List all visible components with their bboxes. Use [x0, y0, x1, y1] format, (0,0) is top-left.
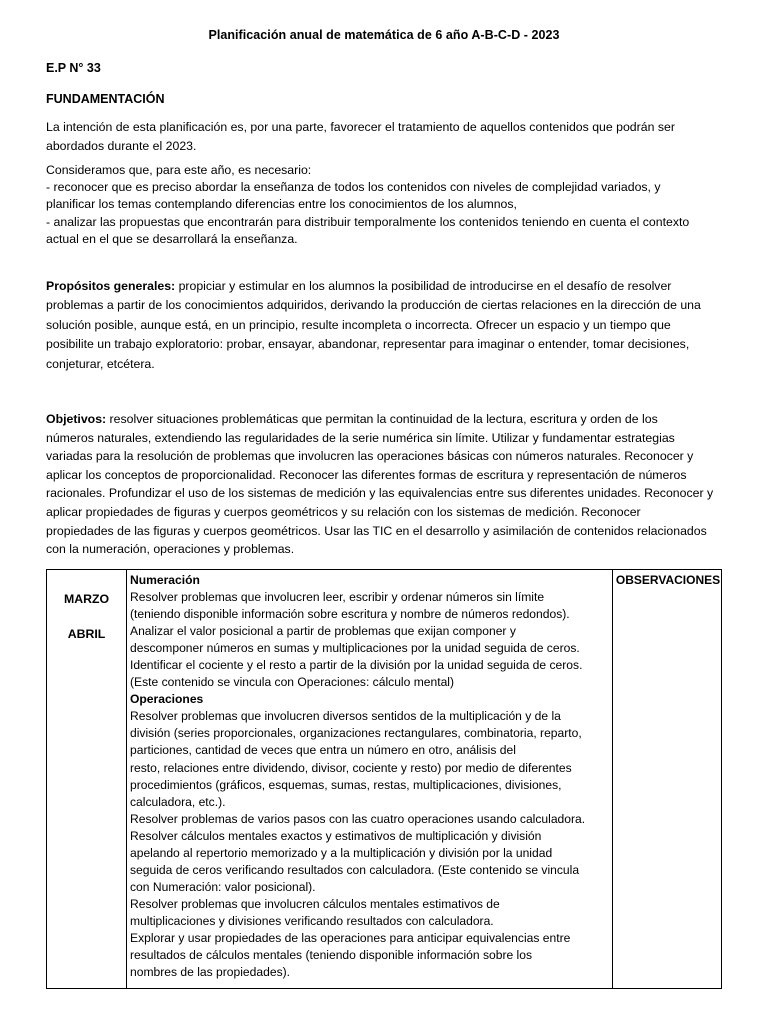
content-line: descomponer números en sumas y multiplicaciones por la unidad seguida de ceros. — [130, 641, 580, 656]
objectives-paragraph — [46, 410, 726, 559]
paragraph-line: aplicar los conceptos de proporcionalidad. Reconocer las diferentes formas de escritura y representación de números — [46, 467, 687, 482]
paragraph-line: planificar los temas contemplando diferencias entre los conocimientos de los alumnos, — [46, 197, 517, 212]
purposes-label: Propósitos generales: — [46, 279, 176, 293]
document-title: Planificación anual de matemática de 6 año A-B-C-D - 2023 — [208, 28, 560, 42]
content-cell — [130, 572, 610, 981]
paragraph-line: conjeturar, etcétera. — [46, 356, 155, 371]
month-label: MARZO — [63, 592, 110, 606]
paragraph-line: problemas a partir de los conocimientos adquiridos, derivando la producción de ciertas relaciones en la dirección de una — [46, 298, 701, 313]
content-line: con Numeración: valor posicional). — [130, 879, 316, 894]
content-line: nombres de las propiedades). — [130, 965, 291, 980]
content-line: Resolver cálculos mentales exactos y estimativos de multiplicación y división — [130, 828, 542, 843]
column-divider — [126, 570, 127, 988]
purposes-paragraph — [46, 277, 726, 374]
content-line: seguida de ceros verificando resultados con calculadora. (Este contenido se vincula — [130, 862, 580, 877]
planning-table — [46, 569, 722, 989]
paragraph-line: actual en el que se desarrollará la enseñanza. — [46, 231, 298, 246]
paragraph-line: aplicar propiedades de figuras y cuerpos geométricos y su relación con los sistemas de medición. Reconocer — [46, 504, 641, 519]
content-line: particiones, cantidad de veces que entra un número en otro, análisis del — [130, 743, 516, 758]
section-heading: FUNDAMENTACIÓN — [46, 92, 165, 106]
paragraph-line: propiedades de las figuras y cuerpos geométricos. Usar las TIC en el desarrollo y asimilación de contenidos relacionados — [46, 523, 707, 538]
paragraph-line: con la numeración, operaciones y problemas. — [46, 542, 295, 557]
content-line: Identificar el cociente y el resto a partir de la división por la unidad seguida de ceros. — [130, 658, 583, 673]
paragraph-line: Consideramos que, para este año, es necesario: — [46, 163, 312, 177]
content-line: Resolver problemas que involucren diversos sentidos de la multiplicación y de la — [130, 709, 561, 724]
observations-header: OBSERVACIONES — [615, 573, 721, 587]
paragraph-line: posibilite un trabajo exploratorio: probar, ensayar, abandonar, representar para imaginar o entender, tomar decisiones, — [46, 337, 690, 352]
content-section-title: Numeración — [130, 573, 200, 587]
paragraph-line: abordados durante el 2023. — [46, 138, 197, 153]
column-divider — [612, 570, 613, 988]
month-label: ABRIL — [67, 627, 106, 641]
intro-paragraph — [46, 118, 726, 155]
paragraph-line: racionales. Profundizar el uso de los sistemas de medición y las equivalencias entre sus diferentes unidades. Reconocer y — [46, 486, 714, 501]
content-line: Resolver problemas que involucren leer, escribir y ordenar números sin límite — [130, 590, 545, 605]
paragraph-line: - analizar las propuestas que encontrarán para distribuir temporalmente los contenidos teniendo en cuenta el contexto — [46, 214, 690, 229]
paragraph-line — [46, 410, 726, 429]
paragraph-line: La intención de esta planificación es, por una parte, favorecer el tratamiento de aquellos contenidos que podrán ser — [46, 120, 675, 134]
paragraph-line: variadas para la resolución de problemas que involucren las operaciones básicas con números naturales. Reconocer y — [46, 449, 694, 464]
paragraph-line: - reconocer que es preciso abordar la enseñanza de todos los contenidos con niveles de complejidad variados, y — [46, 180, 661, 195]
content-line: Analizar el valor posicional a partir de problemas que exijan componer y — [130, 624, 516, 639]
paragraph-line — [46, 277, 726, 296]
content-line: resultados de cálculos mentales (teniendo disponible información sobre los — [130, 948, 533, 963]
objectives-label: Objetivos: — [46, 412, 107, 426]
content-line: resto, relaciones entre dividendo, divisor, cociente y resto) por medio de diferentes — [130, 760, 572, 775]
content-section-title: Operaciones — [130, 692, 204, 707]
paragraph-line: números naturales, extendiendo las regularidades de la serie numérica sin límite. Utilizar y fundamentar estrategias — [46, 430, 675, 445]
objectives-text: resolver situaciones problemáticas que permitan la continuidad de la lectura, escritura y orden de los — [106, 412, 658, 426]
paragraph-line: solución posible, aunque está, en un principio, resulte incompleta o incorrecta. Ofrecer un espacio y un tiempo que — [46, 317, 671, 332]
content-line: (Este contenido se vincula con Operaciones: cálculo mental) — [130, 675, 455, 690]
content-line: calculadora, etc.). — [130, 794, 226, 809]
content-line: (teniendo disponible información sobre escritura y nombre de números redondos). — [130, 607, 570, 622]
content-line: procedimientos (gráficos, esquemas, sumas, restas, multiplicaciones, divisiones, — [130, 777, 562, 792]
purposes-text: propiciar y estimular en los alumnos la posibilidad de introducirse en el desafío de resolver — [175, 279, 672, 293]
content-line: Explorar y usar propiedades de las operaciones para anticipar equivalencias entre — [130, 930, 571, 945]
considerations-paragraph — [46, 162, 726, 248]
school-name: E.P N° 33 — [46, 61, 101, 75]
content-line: multiplicaciones y divisiones verificando resultados con calculadora. — [130, 913, 494, 928]
content-line: Resolver problemas que involucren cálculos mentales estimativos de — [130, 896, 500, 911]
content-line: apelando al repertorio memorizado y a la multiplicación y división por la unidad — [130, 845, 553, 860]
content-line: Resolver problemas de varios pasos con las cuatro operaciones usando calculadora. — [130, 811, 586, 826]
content-line: división (series proporcionales, organizaciones rectangulares, combinatoria, reparto, — [130, 726, 582, 741]
